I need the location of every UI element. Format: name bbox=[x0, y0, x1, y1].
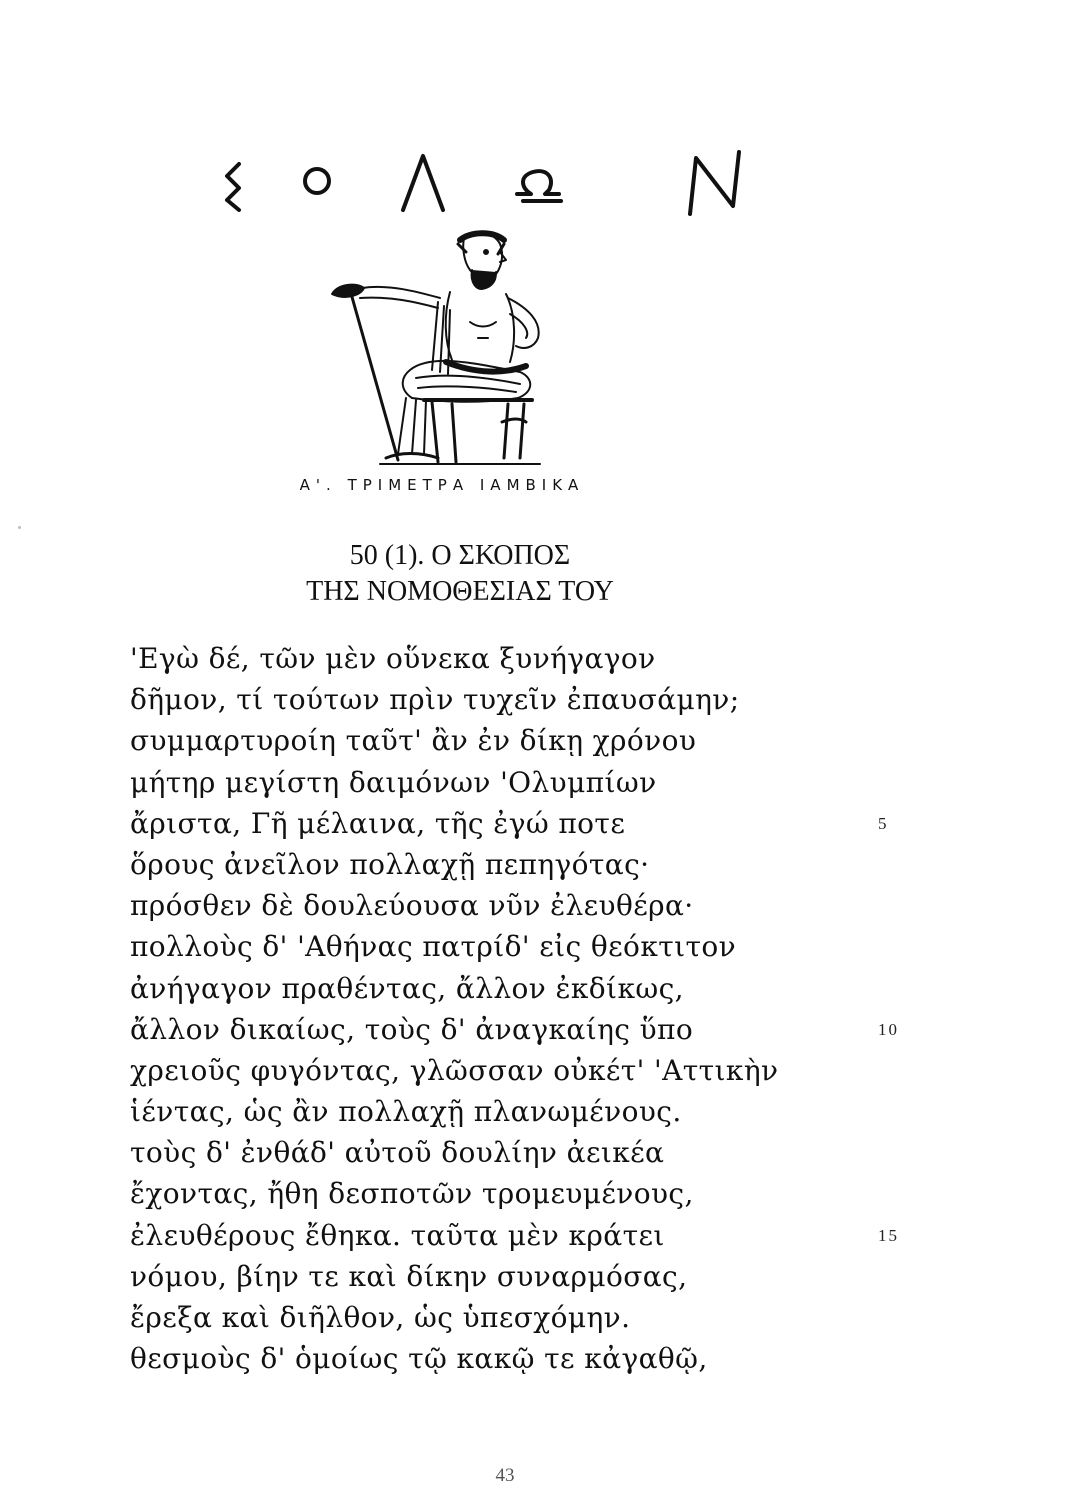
verse-line: δῆμον, τί τούτων πρὶν τυχεῖν ἐπαυσάμην; bbox=[130, 683, 740, 717]
verse-line: πολλοὺς δ' 'Αθήνας πατρίδ' εἰς θεόκτιτον bbox=[130, 930, 737, 964]
verse-line: πρόσθεν δὲ δουλεύουσα νῦν ἐλευθέρα· bbox=[130, 889, 694, 923]
poem-title bbox=[240, 538, 680, 610]
verse-line: θεσμοὺς δ' ὁμοίως τῷ κακῷ τε κἀγαθῷ, bbox=[130, 1342, 708, 1376]
poem-title-line-1: 50 (1). Ο ΣΚΟΠΟΣ bbox=[349, 540, 571, 571]
line-number: 10 bbox=[878, 1019, 899, 1039]
line-number: 5 bbox=[878, 813, 889, 833]
verse-line: ἱέντας, ὡς ἂν πολλαχῇ πλανωμένους. bbox=[130, 1095, 682, 1129]
verse-line: ἀνήγαγον πραθέντας, ἄλλον ἐκδίκως, bbox=[130, 971, 684, 1005]
verse-line: ὅρους ἀνεῖλον πολλαχῇ πεπηγότας· bbox=[130, 847, 650, 881]
section-heading: Α'. ΤΡΙΜΕΤΡΑ ΙΑΜΒΙΚΑ bbox=[299, 476, 585, 494]
verse-line: χρειοῦς φυγόντας, γλῶσσαν οὐκέτ' 'Αττικὴν bbox=[130, 1053, 779, 1087]
verse-line: ἄλλον δικαίως, τοὺς δ' ἀναγκαίης ὕπο 10 bbox=[130, 1009, 890, 1050]
banner-lettering bbox=[205, 150, 765, 220]
verse-line: μήτηρ μεγίστη δαιμόνων 'Ολυμπίων bbox=[130, 765, 657, 799]
line-number: 15 bbox=[878, 1225, 899, 1245]
poem-verses bbox=[130, 638, 899, 1379]
poem-title-line-2: ΤΗΣ ΝΟΜΟΘΕΣΙΑΣ ΤΟΥ bbox=[306, 576, 614, 607]
letter-omicron bbox=[305, 169, 329, 193]
seated-figure-icon bbox=[320, 222, 565, 472]
verse-line: συμμαρτυροίη ταῦτ' ἂν ἐν δίκῃ χρόνου bbox=[130, 724, 697, 758]
verse-line: ἐλευθέρους ἔθηκα. ταῦτα μὲν κράτει 15 bbox=[130, 1215, 890, 1256]
verse-line: ἄριστα, Γῆ μέλαινα, τῆς ἐγώ ποτε 5 bbox=[130, 803, 890, 844]
letter-nu bbox=[690, 152, 739, 214]
verse-line: νόμου, βίην τε καὶ δίκην συναρμόσας, bbox=[130, 1259, 688, 1293]
letter-lambda bbox=[403, 156, 443, 210]
verse-line: 'Εγὼ δέ, τῶν μὲν οὕνεκα ξυνήγαγον bbox=[130, 642, 656, 675]
page-number: 43 bbox=[495, 1465, 515, 1486]
verse-line: ἔχοντας, ἤθη δεσποτῶν τρομευμένους, bbox=[130, 1177, 694, 1211]
letter-omega bbox=[517, 171, 559, 194]
verse-line: ἔρεξα καὶ διῆλθον, ὡς ὑπεσχόμην. bbox=[130, 1301, 631, 1334]
verse-line: τοὺς δ' ἐνθάδ' αὐτοῦ δουλίην ἀεικέα bbox=[130, 1136, 665, 1170]
letter-sigma bbox=[227, 164, 239, 210]
stray-mark bbox=[18, 526, 21, 529]
